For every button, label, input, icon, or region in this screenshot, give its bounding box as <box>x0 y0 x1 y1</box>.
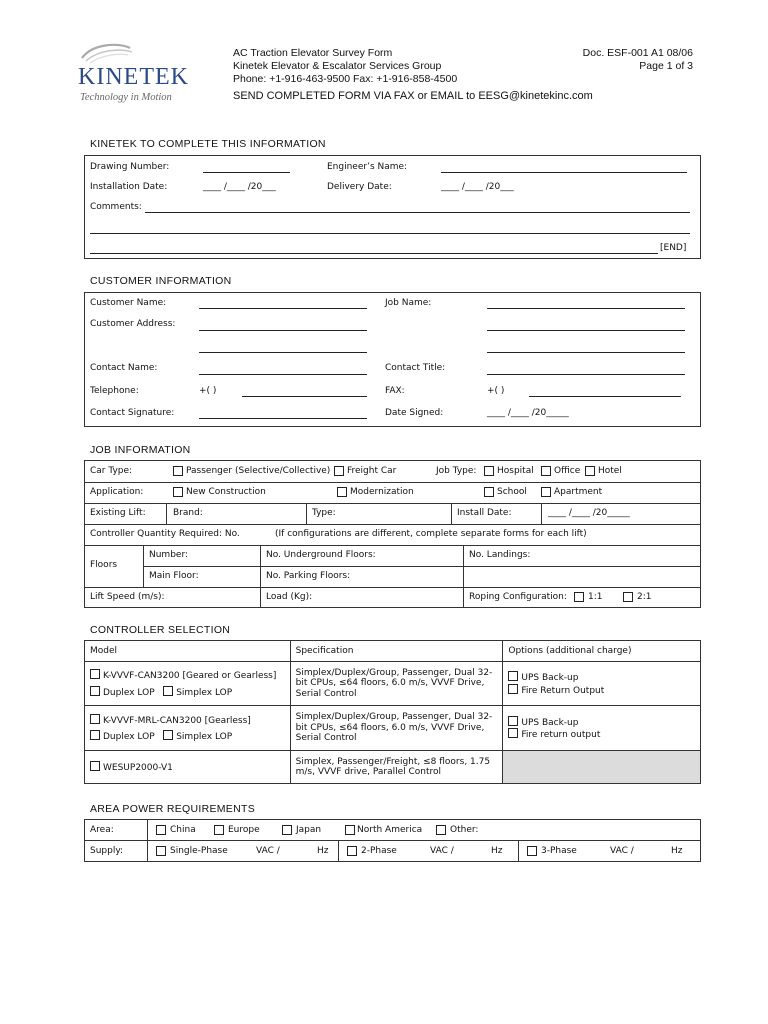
logo-swoosh-icon <box>78 42 134 64</box>
roping-1-1-checkbox[interactable] <box>574 592 584 602</box>
europe-checkbox[interactable] <box>214 825 224 835</box>
install-date-label: Install Date: <box>457 508 512 518</box>
single-phase-checkbox[interactable] <box>156 846 166 856</box>
model-2-checkbox[interactable] <box>90 714 100 724</box>
model-2-ups-checkbox[interactable] <box>508 716 518 726</box>
school-label: School <box>497 487 527 497</box>
section-title-kinetek: KINETEK TO COMPLETE THIS INFORMATION <box>90 138 326 150</box>
modernization-checkbox[interactable] <box>337 487 347 497</box>
comments-line-3[interactable] <box>90 253 658 254</box>
model-1-checkbox[interactable] <box>90 669 100 679</box>
load-label: Load (Kg): <box>266 592 313 602</box>
job-address-field-2[interactable] <box>487 352 685 353</box>
col-header-options: Options (additional charge) <box>503 641 701 662</box>
controller-qty-label: Controller Quantity Required: No. <box>90 529 240 539</box>
passenger-checkbox[interactable] <box>173 466 183 476</box>
comments-end: [END] <box>660 243 687 253</box>
installation-date-label: Installation Date: <box>90 182 168 192</box>
hotel-label: Hotel <box>598 466 622 476</box>
modernization-label: Modernization <box>350 487 414 497</box>
europe-label: Europe <box>228 825 260 835</box>
kinetek-info-box <box>84 155 701 259</box>
three-phase-checkbox[interactable] <box>527 846 537 856</box>
fax-field[interactable] <box>529 396 681 397</box>
existing-lift-label: Existing Lift: <box>90 508 146 518</box>
controller-table <box>84 640 701 784</box>
roping-label: Roping Configuration: <box>469 592 567 602</box>
hotel-checkbox[interactable] <box>585 466 595 476</box>
model-2-label: K-VVVF-MRL-CAN3200 [Gearless] <box>103 715 251 726</box>
brand-label: Brand: <box>173 508 203 518</box>
model-2-spec: Simplex/Duplex/Group, Passenger, Dual 32-bit CPUs, ≤64 floors, 6.0 m/s, VVVF Drive, Serial Control <box>290 706 503 751</box>
job-info-box <box>84 460 701 608</box>
three-phase-hz: Hz <box>671 846 683 856</box>
hospital-label: Hospital <box>497 466 534 476</box>
section-title-power: AREA POWER REQUIREMENTS <box>90 803 256 815</box>
engineer-name-field[interactable] <box>441 172 687 173</box>
landings-label: No. Landings: <box>469 550 531 560</box>
lift-speed-label: Lift Speed (m/s): <box>90 592 165 602</box>
single-phase-vac: VAC / <box>256 846 280 856</box>
page-number: Page 1 of 3 <box>639 60 693 72</box>
roping-2-1-label: 2:1 <box>637 592 652 602</box>
two-phase-hz: Hz <box>491 846 503 856</box>
install-date-field[interactable]: ____ /____ /20_____ <box>548 508 630 518</box>
controller-table-header <box>85 641 701 662</box>
office-label: Office <box>554 466 581 476</box>
single-phase-label: Single-Phase <box>170 846 228 856</box>
model-1-fire-label: Fire Return Output <box>521 685 605 696</box>
customer-address-field-2[interactable] <box>199 352 367 353</box>
form-title: AC Traction Elevator Survey Form <box>233 47 393 59</box>
hospital-checkbox[interactable] <box>484 466 494 476</box>
model-1-label: K-VVVF-CAN3200 [Geared or Gearless] <box>103 671 277 681</box>
customer-info-box <box>84 292 701 427</box>
comments-label: Comments: <box>90 202 142 212</box>
controller-qty-note: (If configurations are different, complete separate forms for each lift) <box>275 529 587 539</box>
doc-number: Doc. ESF-001 A1 08/06 <box>582 47 693 59</box>
date-signed-field[interactable]: ____ /____ /20_____ <box>487 408 569 418</box>
application-label: Application: <box>90 487 144 497</box>
customer-address-field-1[interactable] <box>199 330 367 331</box>
telephone-prefix: +( ) <box>199 386 217 396</box>
comments-line-2[interactable] <box>90 233 690 234</box>
model-1-simplex-label: Simplex LOP <box>176 687 233 698</box>
job-name-field[interactable] <box>487 308 685 309</box>
job-address-field-1[interactable] <box>487 330 685 331</box>
three-phase-vac: VAC / <box>610 846 634 856</box>
freight-car-checkbox[interactable] <box>334 466 344 476</box>
comments-line-1[interactable] <box>145 212 690 213</box>
col-header-spec: Specification <box>290 641 503 662</box>
freight-car-label: Freight Car <box>347 466 397 476</box>
other-area-label: Other: <box>450 825 479 835</box>
job-type-label: Job Type: <box>436 466 477 476</box>
china-label: China <box>170 825 196 835</box>
model-1-simplex-checkbox[interactable] <box>163 686 173 696</box>
table-row <box>85 662 701 706</box>
company-name: Kinetek Elevator & Escalator Services Group <box>233 60 442 72</box>
area-label: Area: <box>90 825 114 835</box>
engineer-name-label: Engineer’s Name: <box>327 162 408 172</box>
model-3-label: WESUP2000-V1 <box>103 762 173 773</box>
section-title-job: JOB INFORMATION <box>90 444 191 456</box>
job-name-label: Job Name: <box>385 298 432 308</box>
japan-checkbox[interactable] <box>282 825 292 835</box>
model-2-simplex-label: Simplex LOP <box>176 732 233 742</box>
passenger-label: Passenger (Selective/Collective) <box>186 466 331 476</box>
model-1-fire-checkbox[interactable] <box>508 684 518 694</box>
send-instructions: SEND COMPLETED FORM VIA FAX or EMAIL to EESG@kinetekinc.com <box>233 90 593 102</box>
installation-date-field[interactable]: ____ /____ /20___ <box>203 182 276 192</box>
model-1-duplex-checkbox[interactable] <box>90 686 100 696</box>
type-label: Type: <box>312 508 336 518</box>
drawing-number-label: Drawing Number: <box>90 162 170 172</box>
new-construction-label: New Construction <box>186 487 266 497</box>
section-title-customer: CUSTOMER INFORMATION <box>90 275 232 287</box>
floors-label: Floors <box>90 560 118 570</box>
model-3-options-na <box>503 751 701 784</box>
roping-1-1-label: 1:1 <box>588 592 603 602</box>
model-2-fire-checkbox[interactable] <box>508 728 518 738</box>
delivery-date-field[interactable]: ____ /____ /20___ <box>441 182 514 192</box>
model-1-ups-checkbox[interactable] <box>508 671 518 681</box>
apartment-checkbox[interactable] <box>541 487 551 497</box>
main-floor-label: Main Floor: <box>149 571 199 581</box>
power-box <box>84 819 701 862</box>
telephone-label: Telephone: <box>90 386 139 396</box>
contact-name-label: Contact Name: <box>90 363 158 373</box>
parking-floors-label: No. Parking Floors: <box>266 571 351 581</box>
model-2-duplex-label: Duplex LOP <box>103 732 155 742</box>
two-phase-vac: VAC / <box>430 846 454 856</box>
contact-signature-field[interactable] <box>199 418 367 419</box>
drawing-number-field[interactable] <box>203 172 290 173</box>
supply-label: Supply: <box>90 846 124 856</box>
contact-name-field[interactable] <box>199 374 367 375</box>
model-2-simplex-checkbox[interactable] <box>163 730 173 740</box>
model-2-fire-label: Fire return output <box>521 730 601 740</box>
north-america-checkbox[interactable] <box>345 825 355 835</box>
table-row <box>85 751 701 784</box>
logo-tagline: Technology in Motion <box>80 92 172 103</box>
school-checkbox[interactable] <box>484 487 494 497</box>
contact-signature-label: Contact Signature: <box>90 408 175 418</box>
contact-title-label: Contact Title: <box>385 363 446 373</box>
north-america-label: North America <box>357 825 423 835</box>
contact-title-field[interactable] <box>487 374 685 375</box>
customer-name-field[interactable] <box>199 308 367 309</box>
underground-floors-label: No. Underground Floors: <box>266 550 376 560</box>
model-3-checkbox[interactable] <box>90 761 100 771</box>
logo-wordmark: KINETEK <box>78 64 189 90</box>
model-2-duplex-checkbox[interactable] <box>90 730 100 740</box>
new-construction-checkbox[interactable] <box>173 487 183 497</box>
three-phase-label: 3-Phase <box>541 846 577 856</box>
two-phase-label: 2-Phase <box>361 846 397 856</box>
model-1-spec: Simplex/Duplex/Group, Passenger, Dual 32-bit CPUs, ≤64 floors, 6.0 m/s, VVVF Drive, Serial Control <box>290 662 503 706</box>
japan-label: Japan <box>296 825 322 835</box>
china-checkbox[interactable] <box>156 825 166 835</box>
apartment-label: Apartment <box>554 487 603 497</box>
date-signed-label: Date Signed: <box>385 408 444 418</box>
model-3-spec: Simplex, Passenger/Freight, ≤8 floors, 1.75 m/s, VVVF drive, Parallel Control <box>290 751 503 784</box>
section-title-controller: CONTROLLER SELECTION <box>90 624 231 636</box>
office-checkbox[interactable] <box>541 466 551 476</box>
delivery-date-label: Delivery Date: <box>327 182 392 192</box>
roping-2-1-checkbox[interactable] <box>623 592 633 602</box>
model-1-duplex-label: Duplex LOP <box>103 687 155 698</box>
other-area-checkbox[interactable] <box>436 825 446 835</box>
floors-number-label: Number: <box>149 550 189 560</box>
fax-prefix: +( ) <box>487 386 505 396</box>
telephone-field[interactable] <box>242 396 367 397</box>
single-phase-hz: Hz <box>317 846 329 856</box>
fax-label: FAX: <box>385 386 405 396</box>
customer-name-label: Customer Name: <box>90 298 167 308</box>
col-header-model: Model <box>85 641 291 662</box>
two-phase-checkbox[interactable] <box>347 846 357 856</box>
car-type-label: Car Type: <box>90 466 133 476</box>
model-1-ups-label: UPS Back-up <box>521 673 579 683</box>
contact-phone-fax: Phone: +1-916-463-9500 Fax: +1-916-858-4500 <box>233 73 458 85</box>
model-2-ups-label: UPS Back-up <box>521 717 579 728</box>
table-row <box>85 706 701 751</box>
customer-address-label: Customer Address: <box>90 319 176 329</box>
